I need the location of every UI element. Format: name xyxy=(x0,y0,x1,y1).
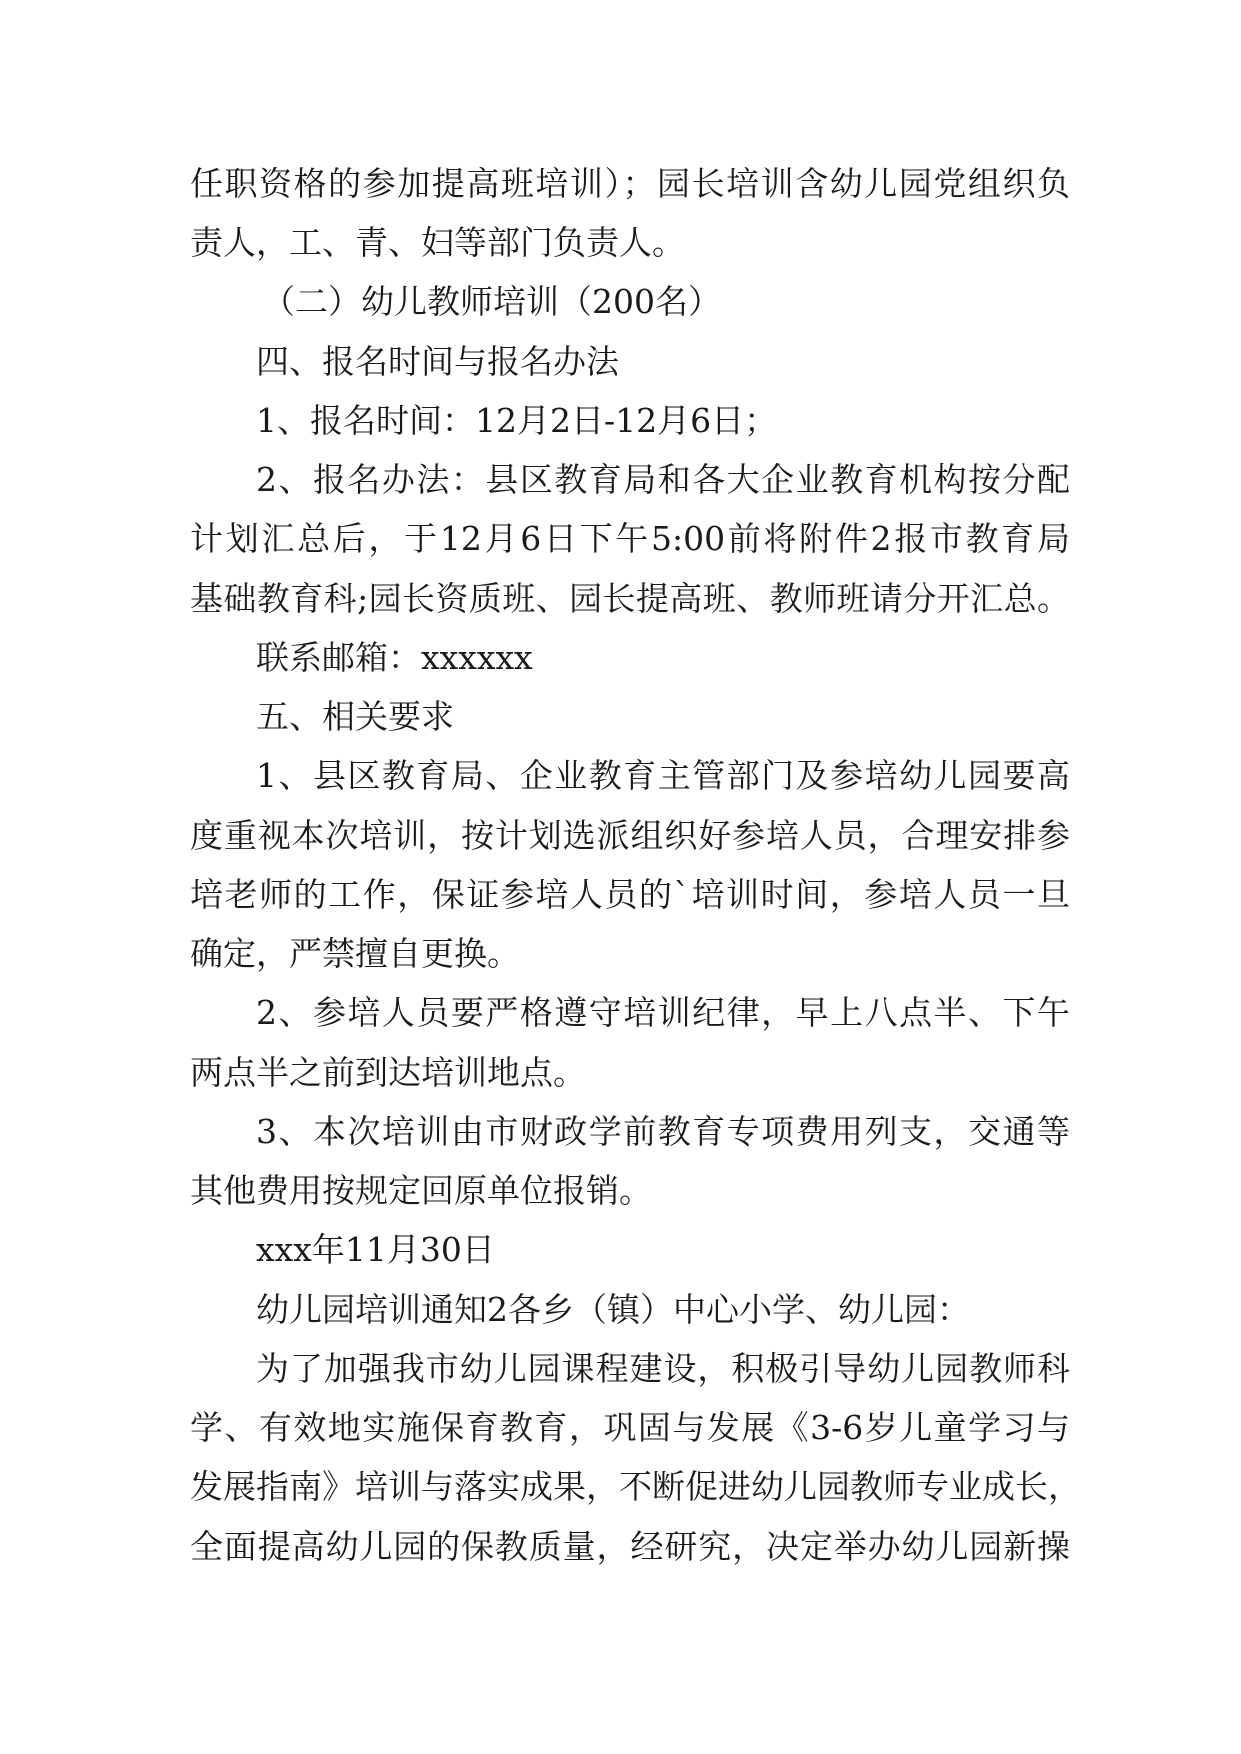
paragraph-line: 2、报名办法：县区教育局和各大企业教育机构按分配 xyxy=(256,460,1070,499)
contact-email-line: 联系邮箱：xxxxxx xyxy=(256,638,533,677)
section-heading: 四、报名时间与报名办法 xyxy=(256,342,619,381)
paragraph-line: 任职资格的参加提高班培训）；园长培训含幼儿园党组织负 xyxy=(190,164,1070,203)
section-heading: 五、相关要求 xyxy=(256,697,454,736)
paragraph-line: 3、本次培训由市财政学前教育专项费用列支，交通等 xyxy=(256,1112,1070,1151)
paragraph-line: 1、县区教育局、企业教育主管部门及参培幼儿园要高 xyxy=(256,756,1070,795)
paragraph-line: 责人，工、青、妇等部门负责人。 xyxy=(190,223,685,262)
paragraph-line: 计划汇总后，于12月6日下午5:00前将附件2报市教育局 xyxy=(190,519,1070,558)
paragraph-line: 全面提高幼儿园的保教质量，经研究，决定举办幼儿园新操 xyxy=(190,1527,1070,1566)
paragraph-line: 其他费用按规定回原单位报销。 xyxy=(190,1171,652,1210)
paragraph-line: 发展指南》培训与落实成果，不断促进幼儿园教师专业成长， xyxy=(190,1467,1081,1506)
date-line: xxx年11月30日 xyxy=(256,1230,495,1269)
paragraph-line: 2、参培人员要严格遵守培训纪律，早上八点半、下午 xyxy=(256,993,1070,1032)
section-subheading: （二）幼儿教师培训（200名） xyxy=(262,282,721,321)
paragraph-line: 基础教育科;园长资质班、园长提高班、教师班请分开汇总。 xyxy=(190,579,1070,618)
paragraph-line: 确定，严禁擅自更换。 xyxy=(190,934,520,973)
paragraph-line: 1、报名时间：12月2日-12月6日； xyxy=(256,401,778,440)
notice-title-line: 幼儿园培训通知2各乡（镇）中心小学、幼儿园： xyxy=(256,1290,970,1329)
paragraph-line: 为了加强我市幼儿园课程建设，积极引导幼儿园教师科 xyxy=(256,1349,1070,1388)
paragraph-line: 培老师的工作，保证参培人员的`培训时间，参培人员一旦 xyxy=(190,875,1070,914)
paragraph-line: 度重视本次培训，按计划选派组织好参培人员，合理安排参 xyxy=(190,816,1070,855)
paragraph-line: 两点半之前到达培训地点。 xyxy=(190,1053,586,1092)
paragraph-line: 学、有效地实施保育教育，巩固与发展《3-6岁儿童学习与 xyxy=(190,1408,1070,1447)
